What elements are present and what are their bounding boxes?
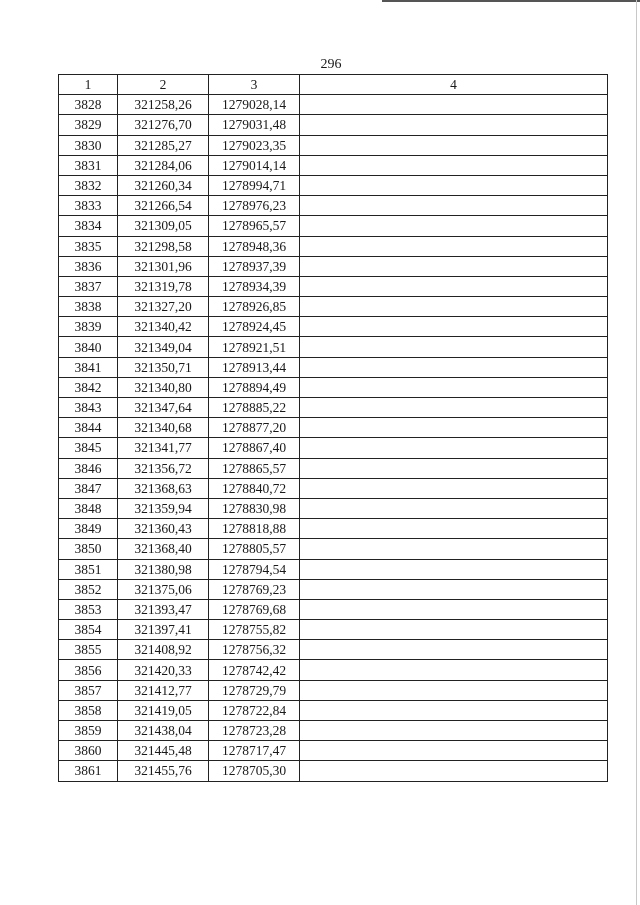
x-coordinate-cell: 321276,70 <box>118 115 209 135</box>
x-coordinate-cell: 321356,72 <box>118 458 209 478</box>
table-row <box>59 660 608 680</box>
y-coordinate-cell: 1278948,36 <box>209 236 300 256</box>
y-coordinate-cell: 1278769,23 <box>209 579 300 599</box>
x-coordinate-cell: 321397,41 <box>118 620 209 640</box>
point-number-cell: 3853 <box>59 599 118 619</box>
point-number-cell: 3849 <box>59 519 118 539</box>
note-cell <box>300 236 608 256</box>
note-cell <box>300 660 608 680</box>
point-number-cell: 3848 <box>59 498 118 518</box>
x-coordinate-cell: 321340,80 <box>118 377 209 397</box>
y-coordinate-cell: 1278994,71 <box>209 175 300 195</box>
note-cell <box>300 135 608 155</box>
y-coordinate-cell: 1278794,54 <box>209 559 300 579</box>
note-cell <box>300 599 608 619</box>
table-row <box>59 599 608 619</box>
point-number-cell: 3838 <box>59 297 118 317</box>
point-number-cell: 3858 <box>59 700 118 720</box>
point-number-cell: 3828 <box>59 95 118 115</box>
point-number-cell: 3836 <box>59 256 118 276</box>
note-cell <box>300 115 608 135</box>
table-row <box>59 135 608 155</box>
point-number-cell: 3857 <box>59 680 118 700</box>
column-header-2: 2 <box>118 75 209 95</box>
note-cell <box>300 95 608 115</box>
table-row <box>59 276 608 296</box>
point-number-cell: 3861 <box>59 761 118 781</box>
y-coordinate-cell: 1278717,47 <box>209 741 300 761</box>
note-cell <box>300 398 608 418</box>
note-cell <box>300 539 608 559</box>
note-cell <box>300 175 608 195</box>
table-row <box>59 458 608 478</box>
y-coordinate-cell: 1278924,45 <box>209 317 300 337</box>
x-coordinate-cell: 321298,58 <box>118 236 209 256</box>
y-coordinate-cell: 1278913,44 <box>209 357 300 377</box>
x-coordinate-cell: 321258,26 <box>118 95 209 115</box>
note-cell <box>300 438 608 458</box>
x-coordinate-cell: 321285,27 <box>118 135 209 155</box>
note-cell <box>300 317 608 337</box>
note-cell <box>300 640 608 660</box>
x-coordinate-cell: 321349,04 <box>118 337 209 357</box>
point-number-cell: 3833 <box>59 196 118 216</box>
y-coordinate-cell: 1279031,48 <box>209 115 300 135</box>
point-number-cell: 3835 <box>59 236 118 256</box>
point-number-cell: 3839 <box>59 317 118 337</box>
table-row <box>59 680 608 700</box>
point-number-cell: 3843 <box>59 398 118 418</box>
point-number-cell: 3846 <box>59 458 118 478</box>
x-coordinate-cell: 321438,04 <box>118 721 209 741</box>
point-number-cell: 3837 <box>59 276 118 296</box>
y-coordinate-cell: 1278756,32 <box>209 640 300 660</box>
y-coordinate-cell: 1278937,39 <box>209 256 300 276</box>
note-cell <box>300 559 608 579</box>
note-cell <box>300 337 608 357</box>
point-number-cell: 3834 <box>59 216 118 236</box>
x-coordinate-cell: 321412,77 <box>118 680 209 700</box>
point-number-cell: 3850 <box>59 539 118 559</box>
note-cell <box>300 498 608 518</box>
y-coordinate-cell: 1278830,98 <box>209 498 300 518</box>
y-coordinate-cell: 1279028,14 <box>209 95 300 115</box>
point-number-cell: 3852 <box>59 579 118 599</box>
y-coordinate-cell: 1278729,79 <box>209 680 300 700</box>
x-coordinate-cell: 321309,05 <box>118 216 209 236</box>
y-coordinate-cell: 1278723,28 <box>209 721 300 741</box>
y-coordinate-cell: 1278840,72 <box>209 478 300 498</box>
x-coordinate-cell: 321419,05 <box>118 700 209 720</box>
x-coordinate-cell: 321375,06 <box>118 579 209 599</box>
note-cell <box>300 741 608 761</box>
note-cell <box>300 377 608 397</box>
table-row <box>59 721 608 741</box>
y-coordinate-cell: 1278755,82 <box>209 620 300 640</box>
table-row <box>59 579 608 599</box>
y-coordinate-cell: 1278976,23 <box>209 196 300 216</box>
x-coordinate-cell: 321359,94 <box>118 498 209 518</box>
y-coordinate-cell: 1279023,35 <box>209 135 300 155</box>
x-coordinate-cell: 321266,54 <box>118 196 209 216</box>
x-coordinate-cell: 321341,77 <box>118 438 209 458</box>
x-coordinate-cell: 321340,68 <box>118 418 209 438</box>
x-coordinate-cell: 321301,96 <box>118 256 209 276</box>
table-row <box>59 761 608 781</box>
table-row <box>59 256 608 276</box>
x-coordinate-cell: 321393,47 <box>118 599 209 619</box>
x-coordinate-cell: 321360,43 <box>118 519 209 539</box>
table-row <box>59 216 608 236</box>
table-row <box>59 398 608 418</box>
note-cell <box>300 357 608 377</box>
x-coordinate-cell: 321340,42 <box>118 317 209 337</box>
table-row <box>59 357 608 377</box>
point-number-cell: 3840 <box>59 337 118 357</box>
table-row <box>59 196 608 216</box>
y-coordinate-cell: 1278894,49 <box>209 377 300 397</box>
table-row <box>59 498 608 518</box>
note-cell <box>300 297 608 317</box>
note-cell <box>300 478 608 498</box>
note-cell <box>300 276 608 296</box>
point-number-cell: 3847 <box>59 478 118 498</box>
note-cell <box>300 620 608 640</box>
point-number-cell: 3860 <box>59 741 118 761</box>
table-row <box>59 741 608 761</box>
y-coordinate-cell: 1278769,68 <box>209 599 300 619</box>
scan-right-edge-line <box>636 0 637 905</box>
table-row <box>59 620 608 640</box>
y-coordinate-cell: 1278921,51 <box>209 337 300 357</box>
table-row <box>59 236 608 256</box>
y-coordinate-cell: 1278805,57 <box>209 539 300 559</box>
note-cell <box>300 418 608 438</box>
column-header-3: 3 <box>209 75 300 95</box>
x-coordinate-cell: 321347,64 <box>118 398 209 418</box>
point-number-cell: 3842 <box>59 377 118 397</box>
table-row <box>59 377 608 397</box>
y-coordinate-cell: 1278965,57 <box>209 216 300 236</box>
table-row <box>59 478 608 498</box>
note-cell <box>300 256 608 276</box>
column-header-1: 1 <box>59 75 118 95</box>
point-number-cell: 3841 <box>59 357 118 377</box>
x-coordinate-cell: 321284,06 <box>118 155 209 175</box>
x-coordinate-cell: 321368,40 <box>118 539 209 559</box>
note-cell <box>300 721 608 741</box>
y-coordinate-cell: 1278877,20 <box>209 418 300 438</box>
x-coordinate-cell: 321455,76 <box>118 761 209 781</box>
table-row <box>59 297 608 317</box>
note-cell <box>300 519 608 539</box>
point-number-cell: 3831 <box>59 155 118 175</box>
point-number-cell: 3854 <box>59 620 118 640</box>
table-row <box>59 175 608 195</box>
note-cell <box>300 579 608 599</box>
note-cell <box>300 216 608 236</box>
point-number-cell: 3859 <box>59 721 118 741</box>
table-row <box>59 95 608 115</box>
x-coordinate-cell: 321260,34 <box>118 175 209 195</box>
table-row <box>59 337 608 357</box>
x-coordinate-cell: 321445,48 <box>118 741 209 761</box>
note-cell <box>300 458 608 478</box>
coordinates-table <box>58 74 608 782</box>
y-coordinate-cell: 1278742,42 <box>209 660 300 680</box>
table-row <box>59 640 608 660</box>
y-coordinate-cell: 1278818,88 <box>209 519 300 539</box>
table-row <box>59 519 608 539</box>
x-coordinate-cell: 321368,63 <box>118 478 209 498</box>
table-row <box>59 418 608 438</box>
y-coordinate-cell: 1278885,22 <box>209 398 300 418</box>
table-row <box>59 115 608 135</box>
point-number-cell: 3851 <box>59 559 118 579</box>
y-coordinate-cell: 1278867,40 <box>209 438 300 458</box>
table-row <box>59 438 608 458</box>
y-coordinate-cell: 1278934,39 <box>209 276 300 296</box>
table-row <box>59 700 608 720</box>
note-cell <box>300 761 608 781</box>
x-coordinate-cell: 321319,78 <box>118 276 209 296</box>
table-body <box>59 95 608 781</box>
y-coordinate-cell: 1278705,30 <box>209 761 300 781</box>
point-number-cell: 3844 <box>59 418 118 438</box>
note-cell <box>300 196 608 216</box>
y-coordinate-cell: 1278722,84 <box>209 700 300 720</box>
y-coordinate-cell: 1278865,57 <box>209 458 300 478</box>
table-row <box>59 155 608 175</box>
x-coordinate-cell: 321350,71 <box>118 357 209 377</box>
table-header-row <box>59 75 608 95</box>
note-cell <box>300 155 608 175</box>
point-number-cell: 3856 <box>59 660 118 680</box>
point-number-cell: 3830 <box>59 135 118 155</box>
table-row <box>59 317 608 337</box>
y-coordinate-cell: 1279014,14 <box>209 155 300 175</box>
x-coordinate-cell: 321420,33 <box>118 660 209 680</box>
scan-top-border-line <box>382 0 640 2</box>
note-cell <box>300 680 608 700</box>
point-number-cell: 3845 <box>59 438 118 458</box>
y-coordinate-cell: 1278926,85 <box>209 297 300 317</box>
x-coordinate-cell: 321408,92 <box>118 640 209 660</box>
x-coordinate-cell: 321380,98 <box>118 559 209 579</box>
table-row <box>59 539 608 559</box>
point-number-cell: 3855 <box>59 640 118 660</box>
point-number-cell: 3829 <box>59 115 118 135</box>
x-coordinate-cell: 321327,20 <box>118 297 209 317</box>
page-number: 296 <box>320 57 342 72</box>
table-row <box>59 559 608 579</box>
note-cell <box>300 700 608 720</box>
point-number-cell: 3832 <box>59 175 118 195</box>
column-header-4: 4 <box>300 75 608 95</box>
